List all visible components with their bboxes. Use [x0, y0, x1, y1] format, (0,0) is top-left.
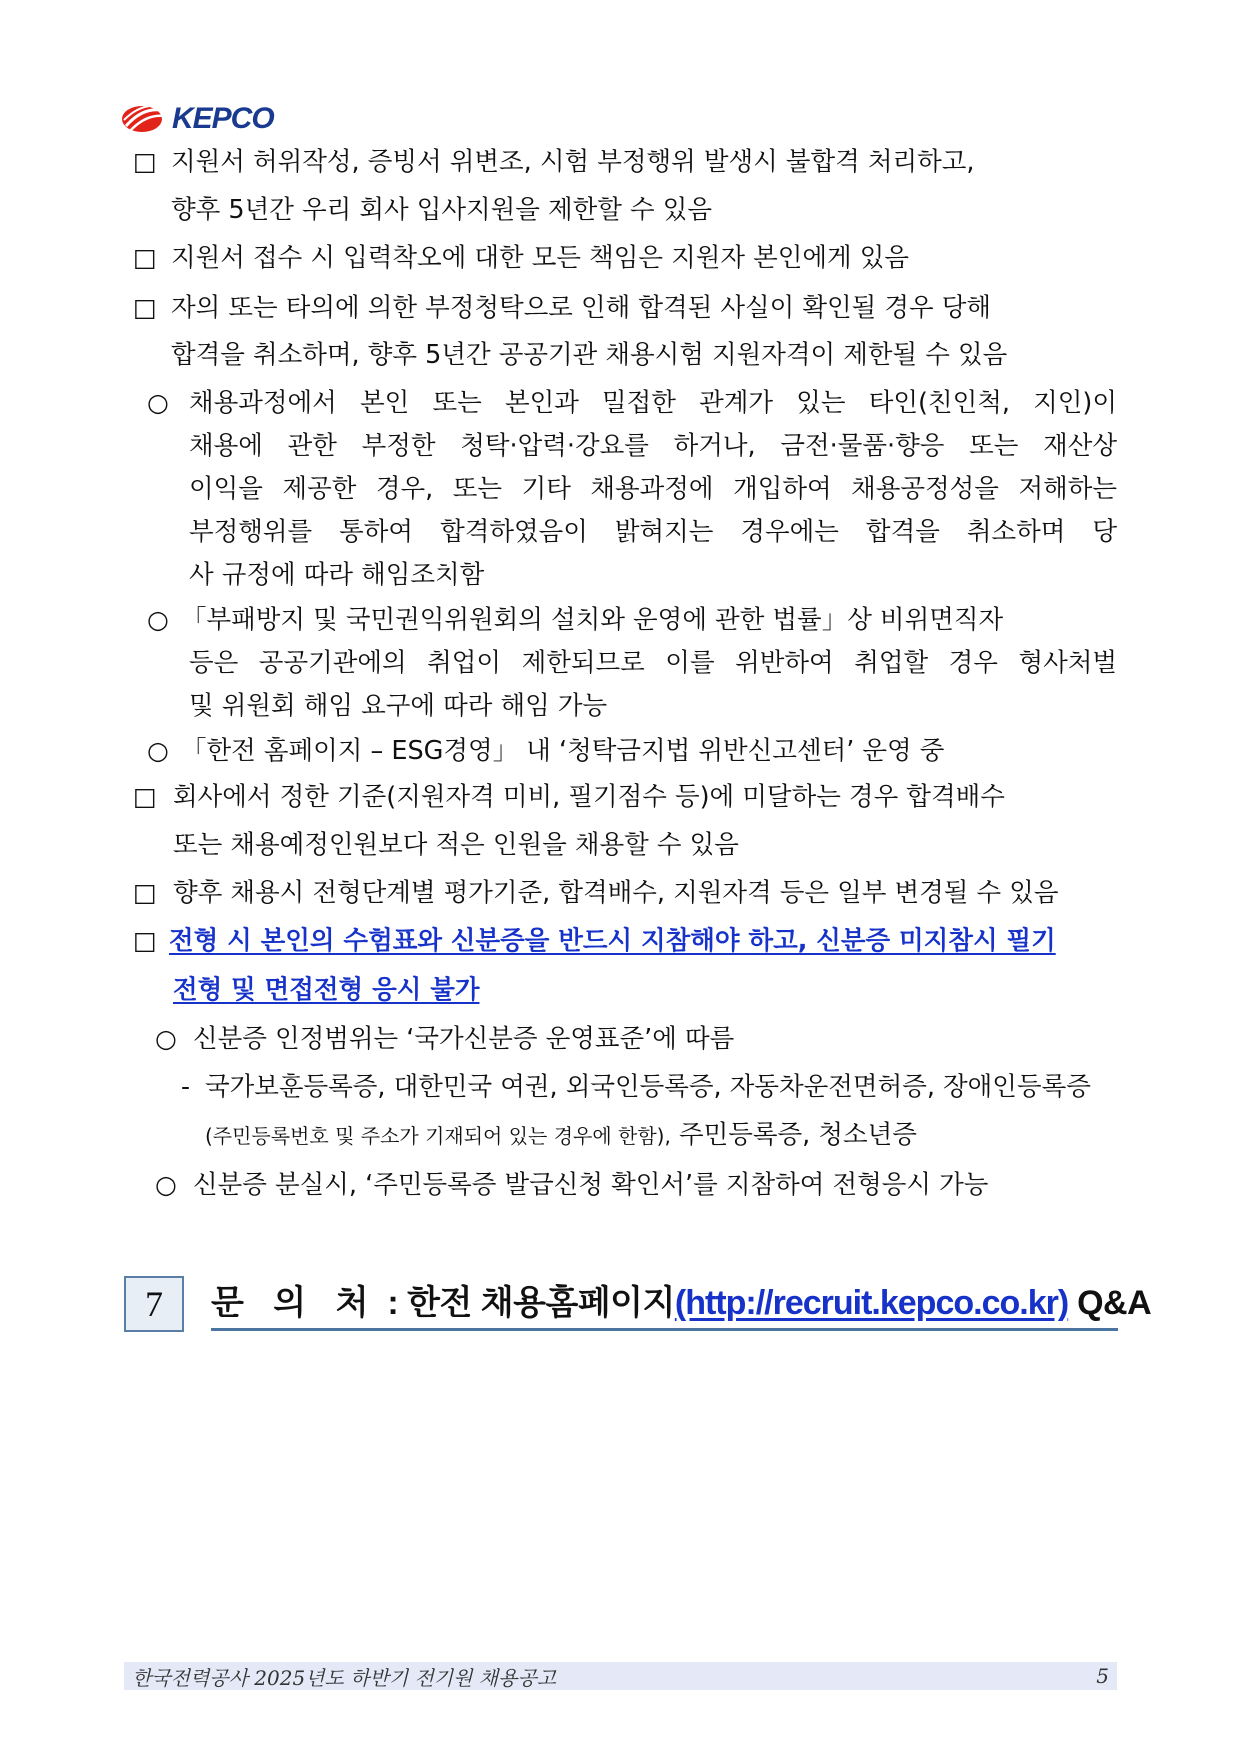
id-list-line [205, 1118, 917, 1153]
kepco-logo-icon [120, 104, 168, 134]
square-bullet: □ [133, 293, 157, 322]
id-list-rest: 주민등록증, 청소년증 [678, 1120, 917, 1150]
square-bullet: □ [133, 878, 157, 907]
notice-subline: 및 위원회 해임 요구에 따라 해임 가능 [189, 691, 608, 721]
id-list-note: (주민등록번호 및 주소가 기재되어 있는 경우에 한함), [205, 1124, 671, 1148]
notice-line: 향후 채용시 전형단계별 평가기준, 합격배수, 지원자격 등은 일부 변경될 수 있음 [173, 878, 1059, 908]
square-bullet: □ [133, 147, 157, 176]
notice-subline: 신분증 분실시, ‘주민등록증 발급신청 확인서’를 지참하여 전형응시 가능 [193, 1170, 989, 1200]
notice-subline: 신분증 인정범위는 ‘국가신분증 운영표준’에 따름 [193, 1024, 735, 1054]
id-list-line: 국가보훈등록증, 대한민국 여권, 외국인등록증, 자동차운전면허증, 장애인등록증 [205, 1072, 1091, 1102]
notice-line: 또는 채용예정인원보다 적은 인원을 채용할 수 있음 [173, 830, 739, 860]
recruit-homepage-link[interactable]: (http://recruit.kepco.co.kr) [674, 1284, 1069, 1322]
dash-bullet: - [181, 1072, 191, 1101]
square-bullet: □ [133, 926, 157, 955]
notice-line: 지원서 접수 시 입력착오에 대한 모든 책임은 지원자 본인에게 있음 [171, 243, 910, 273]
section-number-box: 7 [124, 1276, 184, 1332]
logo-text: KEPCO [172, 102, 274, 135]
section-suffix: Q&A [1077, 1284, 1152, 1322]
circle-bullet: ○ [147, 388, 169, 417]
notice-line-highlight: 전형 및 면접전형 응시 불가 [173, 975, 480, 1005]
notice-subline: 「한전 홈페이지 – ESG경영」 내 ‘청탁금지법 위반신고센터’ 운영 중 [181, 736, 945, 766]
notice-line: 합격을 취소하며, 향후 5년간 공공기관 채용시험 지원자격이 제한될 수 있음 [171, 340, 1008, 370]
notice-subline: 부정행위를 통하여 합격하였음이 밝혀지는 경우에는 합격을 취소하며 당 [189, 517, 1117, 547]
circle-bullet: ○ [155, 1170, 177, 1199]
notice-line-highlight: 전형 시 본인의 수험표와 신분증을 반드시 지참해야 하고, 신분증 미지참시 필기 [169, 926, 1056, 956]
notice-line: 자의 또는 타의에 의한 부정청탁으로 인해 합격된 사실이 확인될 경우 당해 [171, 293, 992, 323]
page-number: 5 [1096, 1664, 1109, 1688]
square-bullet: □ [133, 243, 157, 272]
notice-subline: 채용과정에서 본인 또는 본인과 밀접한 관계가 있는 타인(친인척, 지인)이 [189, 388, 1117, 418]
notice-line: 회사에서 정한 기준(지원자격 미비, 필기점수 등)에 미달하는 경우 합격배수 [173, 782, 1005, 812]
notice-subline: 채용에 관한 부정한 청탁·압력·강요를 하거나, 금전·물품·향응 또는 재산상 [189, 431, 1117, 461]
footer-title: 한국전력공사 2025년도 하반기 전기원 채용공고 [132, 1665, 557, 1690]
notice-subline: 사 규정에 따라 해임조치함 [189, 560, 485, 590]
notice-line: 향후 5년간 우리 회사 입사지원을 제한할 수 있음 [171, 195, 712, 225]
section-text: 한전 채용홈페이지 [407, 1284, 675, 1322]
square-bullet: □ [133, 782, 157, 811]
notice-subline: 「부패방지 및 국민권익위원회의 설치와 운영에 관한 법률」상 비위면직자 [181, 605, 1004, 635]
section-label: 문 의 처 [211, 1284, 379, 1322]
circle-bullet: ○ [147, 736, 169, 765]
section-colon: : [387, 1284, 399, 1322]
page-footer [124, 1662, 1117, 1690]
circle-bullet: ○ [147, 605, 169, 634]
circle-bullet: ○ [155, 1024, 177, 1053]
section-title [211, 1278, 1152, 1331]
notice-subline: 등은 공공기관에의 취업이 제한되므로 이를 위반하여 취업할 경우 형사처벌 [189, 648, 1117, 678]
notice-subline: 이익을 제공한 경우, 또는 기타 채용과정에 개입하여 채용공정성을 저해하는 [189, 474, 1117, 504]
notice-line: 지원서 허위작성, 증빙서 위변조, 시험 부정행위 발생시 불합격 처리하고, [171, 147, 975, 177]
kepco-logo [120, 102, 274, 136]
